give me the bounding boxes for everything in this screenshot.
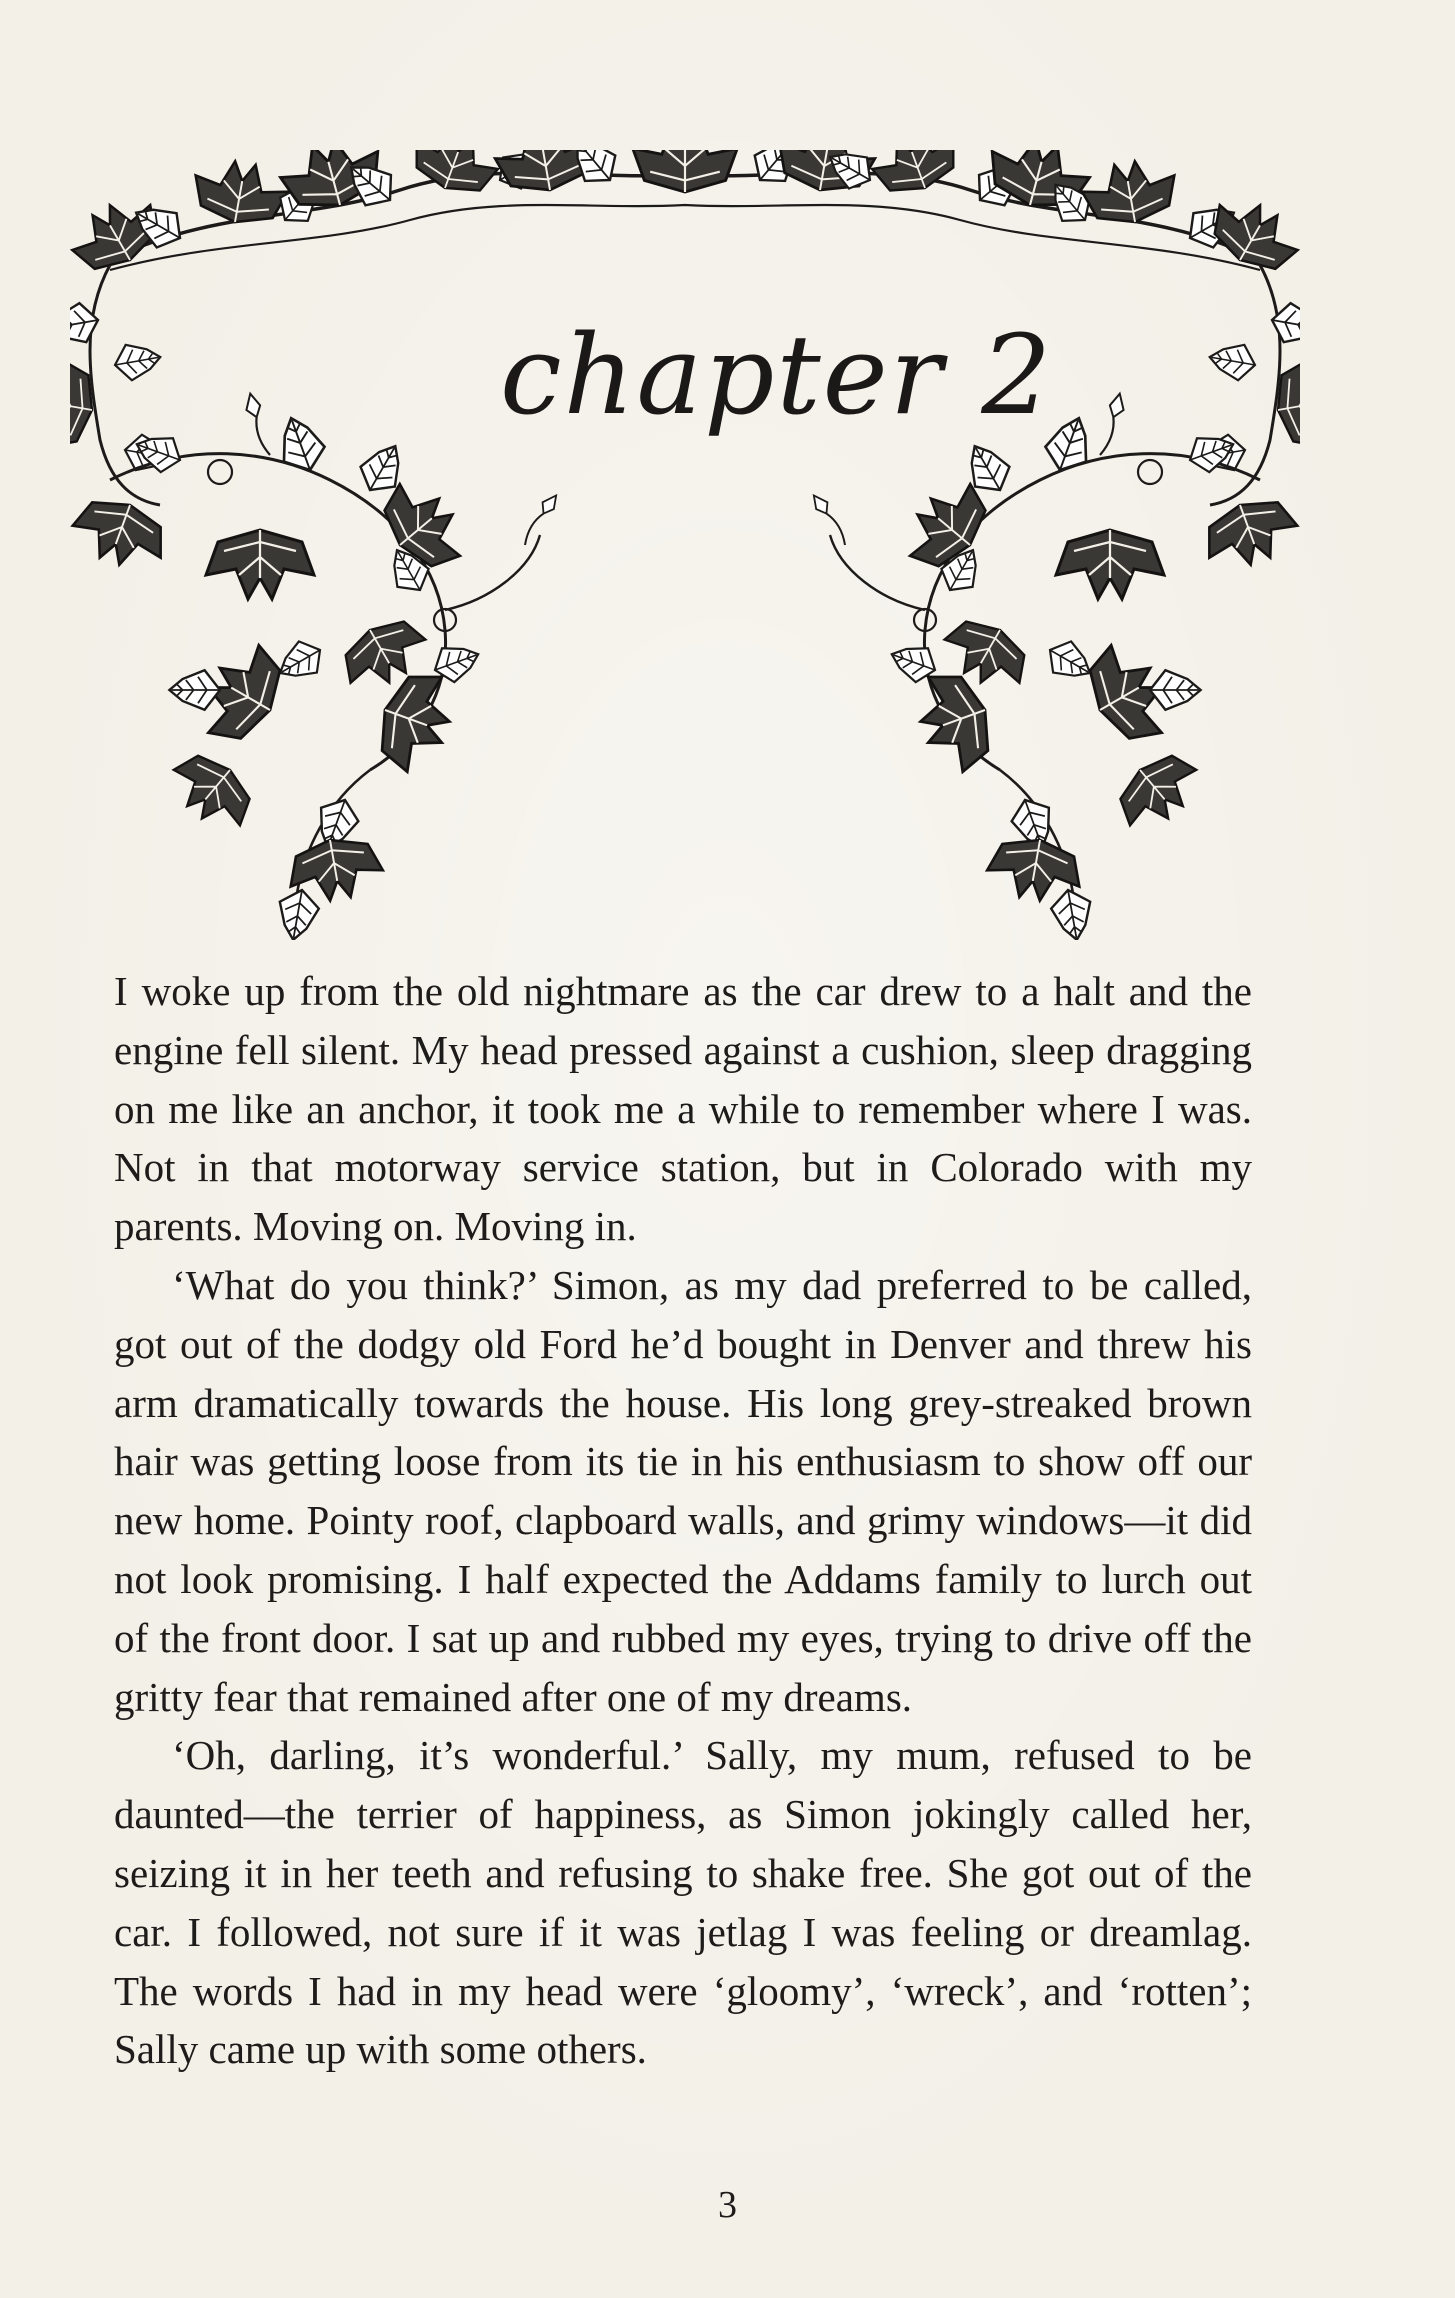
paragraph: ‘Oh, darling, it’s wonderful.’ Sally, my mum, refused to be daunted—the terrier of happiness, as Simon jokingly called her, seizing it in her teeth and refusing to shake free. She got out of the car. I followed, not sure if it was jetlag I was feeling or dreamlag. The words I had in my head were ‘gloomy’, ‘wreck’, and ‘rotten’; Sally came up with some others. <box>114 1732 1252 2073</box>
paragraph: I woke up from the old nightmare as the car drew to a halt and the engine fell silent. My head pressed against a cushion, sleep dragging on me like an anchor, it took me a while to remember where I was. Not in that motorway service station, but in Colorado with my parents. Moving on. Moving in. <box>114 968 1252 1250</box>
paragraph: ‘What do you think?’ Simon, as my dad preferred to be called, got out of the dodgy old Ford he’d bought in Denver and threw his arm dramatically towards the house. His long grey-streaked brown hair was getting loose from its tie in his enthusiasm to show off our new home. Pointy roof, clapboard walls, and grimy windows—it did not look promising. I half expected the Addams family to lurch out of the front door. I sat up and rubbed my eyes, trying to drive off the gritty fear that remained after one of my dreams. <box>114 1261 1252 1720</box>
chapter-title: chapter 2 <box>500 311 1054 439</box>
page-number: 3 <box>718 2184 737 2226</box>
ivy-vine-frame-icon <box>70 150 1300 940</box>
body-text <box>114 962 1252 2079</box>
